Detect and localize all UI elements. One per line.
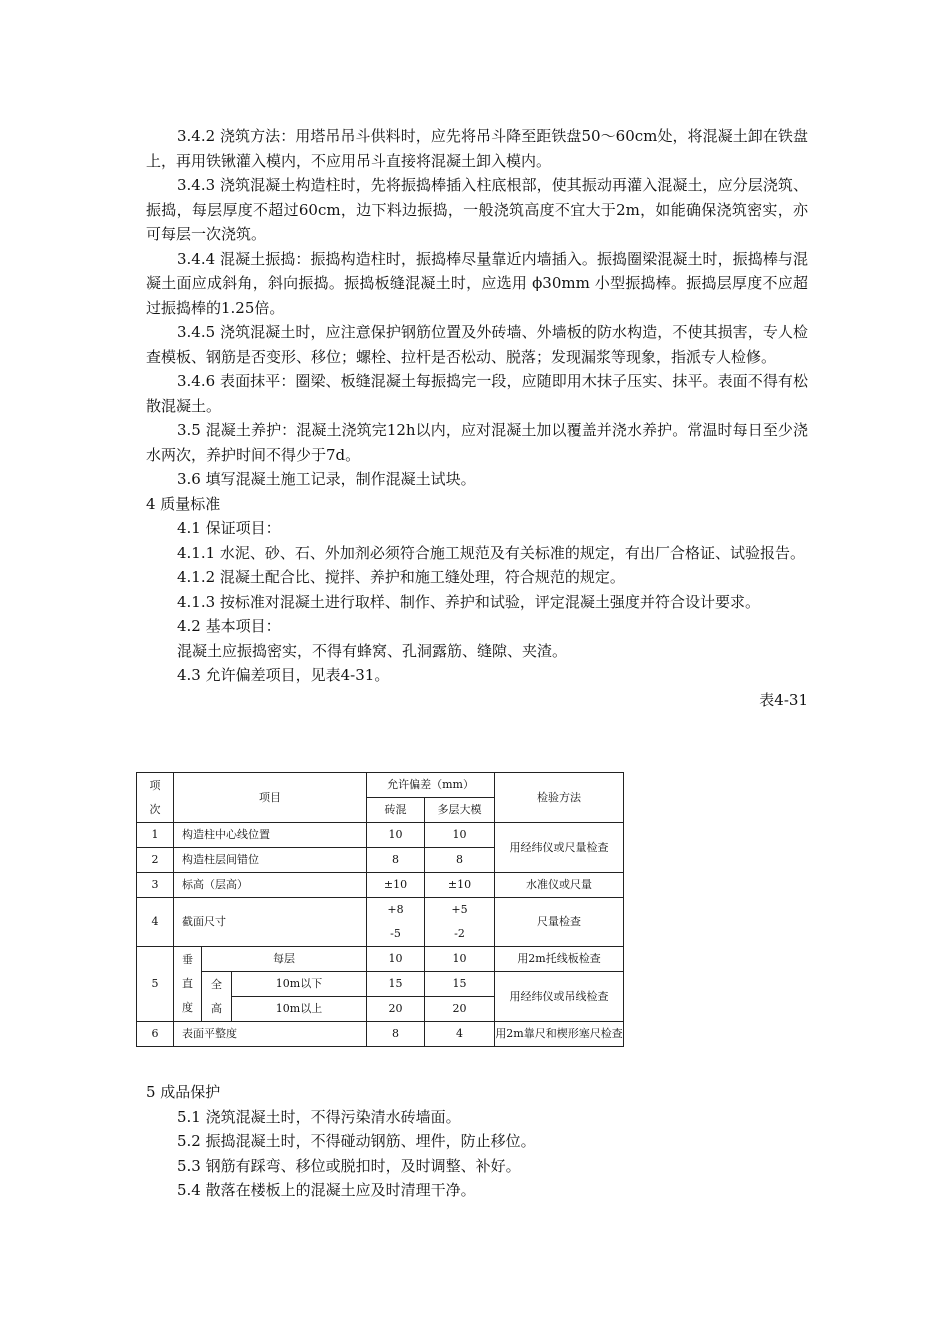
paragraph: 3.6 填写混凝土施工记录，制作混凝土试块。 bbox=[177, 470, 476, 488]
paragraph: 3.4.4 混凝土振捣：振捣构造柱时，振捣棒尽量靠近内墙插入。振捣圈梁混凝土时，振捣棒与混凝土面应成斜角，斜向振捣。振捣板缝混凝土时，应选用 ϕ30mm 小型振捣棒。振捣层厚度不应超过振捣棒的1.25倍。 bbox=[146, 249, 808, 317]
header-method: 检验方法 bbox=[495, 773, 624, 823]
table-row: 全 高 10m以下 15 15 用经纬仪或吊线检查 bbox=[137, 972, 624, 997]
header-multi: 多层大模 bbox=[425, 798, 495, 823]
header-brick: 砖混 bbox=[367, 798, 425, 823]
paragraph: 混凝土应振捣密实，不得有蜂窝、孔洞露筋、缝隙、夹渣。 bbox=[177, 641, 568, 660]
tolerance-table bbox=[136, 772, 624, 1047]
paragraph: 4.3 允许偏差项目，见表4-31。 bbox=[177, 666, 390, 684]
table-row: 5 垂 直 度 每层 10 10 用2m托线板检查 bbox=[137, 947, 624, 972]
paragraph: 4.1.2 混凝土配合比、搅拌、养护和施工缝处理，符合规范的规定。 bbox=[177, 568, 625, 586]
section-heading: 5 成品保护 bbox=[146, 1083, 221, 1101]
paragraph: 5.2 振捣混凝土时，不得碰动钢筋、埋件，防止移位。 bbox=[177, 1132, 536, 1150]
paragraph: 5.3 钢筋有踩弯、移位或脱扣时，及时调整、补好。 bbox=[177, 1156, 521, 1175]
paragraph: 3.5 混凝土养护：混凝土浇筑完12h以内，应对混凝土加以覆盖并浇水养护。常温时每日至少浇水两次，养护时间不得少于7d。 bbox=[146, 421, 808, 464]
paragraph: 3.4.6 表面抹平：圈梁、板缝混凝土每振捣完一段，应随即用木抹子压实、抹平。表面不得有松散混凝土。 bbox=[146, 372, 808, 415]
paragraph: 4.1.1 水泥、砂、石、外加剂必须符合施工规范及有关标准的规定，有出厂合格证、试验报告。 bbox=[177, 543, 805, 562]
section-heading: 4 质量标准 bbox=[146, 494, 221, 513]
paragraph: 4.2 基本项目： bbox=[177, 617, 281, 635]
header-deviation: 允许偏差（mm） bbox=[367, 773, 495, 798]
table-caption: 表4-31 bbox=[759, 690, 808, 709]
method-cell: 用经纬仪或尺量检查 bbox=[495, 823, 624, 873]
table-row: 4 截面尺寸 +8 -5 +5 -2 尺量检查 bbox=[137, 898, 624, 947]
paragraph: 3.4.2 浇筑方法：用塔吊吊斗供料时，应先将吊斗降至距铁盘50～60cm处，将混凝土卸在铁盘上，再用铁锹灌入模内，不应用吊斗直接将混凝土卸入模内。 bbox=[146, 127, 808, 170]
paragraph: 3.4.3 浇筑混凝土构造柱时，先将振捣棒插入柱底根部，使其振动再灌入混凝土，应分层浇筑、振捣，每层厚度不超过60cm，边下料边振捣，一般浇筑高度不宜大于2m，如能确保浇筑密实，亦可每层一次浇筑。 bbox=[146, 176, 808, 243]
table-row: 6 表面平整度 8 4 用2m靠尺和楔形塞尺检查 bbox=[137, 1022, 624, 1047]
header-item: 项目 bbox=[174, 773, 367, 823]
paragraph: 5.1 浇筑混凝土时，不得污染清水砖墙面。 bbox=[177, 1107, 461, 1126]
table-row: 2 构造柱层间错位 8 8 bbox=[137, 848, 624, 873]
header-no: 项 次 bbox=[137, 773, 174, 823]
document-body-bottom bbox=[146, 1080, 808, 1203]
paragraph: 5.4 散落在楼板上的混凝土应及时清理干净。 bbox=[177, 1181, 476, 1199]
paragraph: 4.1.3 按标准对混凝土进行取样、制作、养护和试验，评定混凝土强度并符合设计要求。 bbox=[177, 592, 760, 611]
table-row: 3 标高（层高） ±10 ±10 水准仪或尺量 bbox=[137, 873, 624, 898]
paragraph: 3.4.5 浇筑混凝土时，应注意保护钢筋位置及外砖墙、外墙板的防水构造，不使其损害，专人检查模板、钢筋是否变形、移位；螺栓、拉杆是否松动、脱落；发现漏浆等现象，指派专人检修。 bbox=[146, 323, 808, 366]
table-row: 10m以上 20 20 bbox=[137, 997, 624, 1022]
paragraph: 4.1 保证项目： bbox=[177, 519, 281, 537]
document-body-top bbox=[146, 124, 808, 712]
table-row: 1 构造柱中心线位置 10 10 用经纬仪或尺量检查 bbox=[137, 823, 624, 848]
